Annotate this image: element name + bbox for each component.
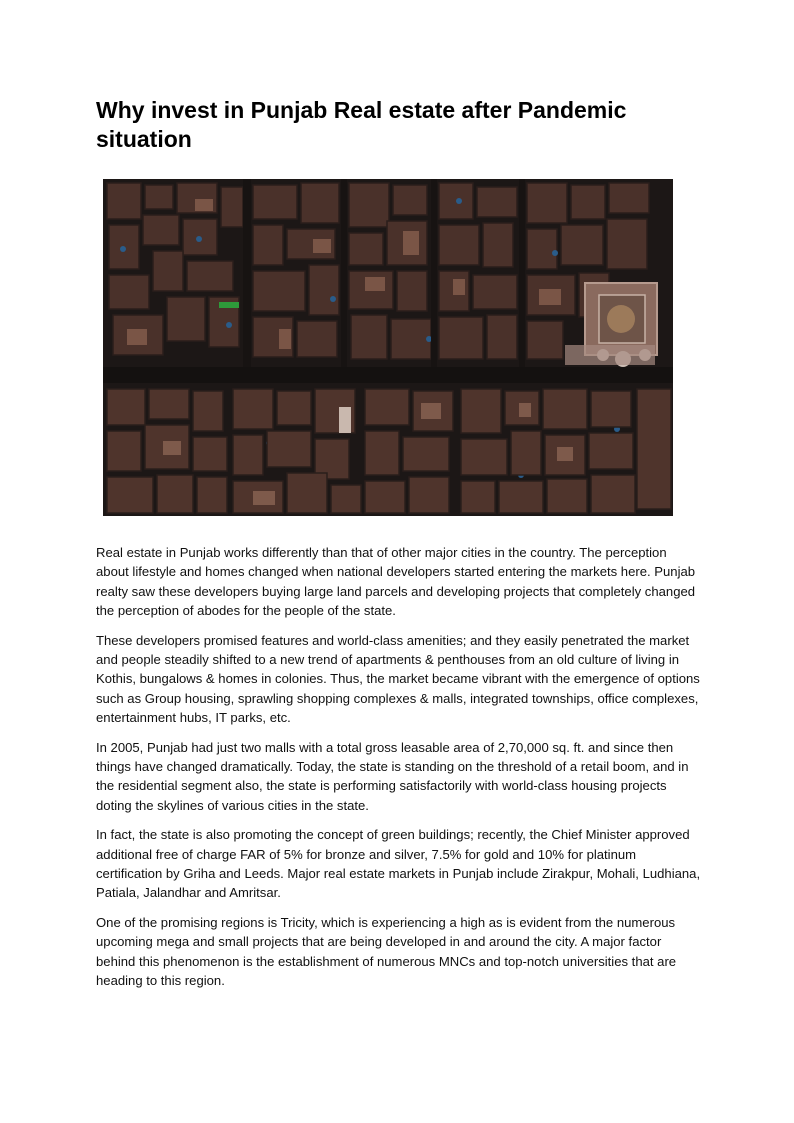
- paragraph: In 2005, Punjab had just two malls with a total gross leasable area of 2,70,000 sq. ft. and since then things have changed dramatically. Today, the state is standing on the threshold of a retail boom, and in the residential segment also, the state is performing satisfactorily with world-class housing projects doting the skylines of various cities in the state.: [96, 739, 689, 813]
- aerial-city-photo: [103, 179, 673, 516]
- paragraph: Real estate in Punjab works differently than that of other major cities in the country. The perception about lifestyle and homes changed when national developers started entering the markets here. Punjab realty saw these developers buying large land parcels and developing projects that completely changed the perception of abodes for the people of the state.: [96, 545, 696, 618]
- paragraph: In fact, the state is also promoting the concept of green buildings; recently, the Chief Minister approved additional free of charge FAR of 5% for bronze and silver, 7.5% for gold and 10% for platinum certification by Griha and Leeds. Major real estate markets in Punjab include Zirakpur, Mohali, Ludhiana, Patiala, Jalandhar and Amritsar.: [96, 827, 701, 901]
- aerial-rooftops-illustration: [103, 179, 673, 516]
- paragraph: One of the promising regions is Tricity, which is experiencing a high as is evident from the numerous upcoming mega and small projects that are being developed in and around the city. A major factor behind this phenomenon is the establishment of numerous MNCs and top-notch universities that are heading to this region.: [96, 915, 677, 988]
- article-body: [96, 543, 701, 1001]
- paragraph: These developers promised features and world-class amenities; and they easily penetrated the market and people steadily shifted to a new trend of apartments & penthouses from an old culture of living in Kothis, bungalows & homes in colonies. Thus, the market became vibrant with the emergence of options such as Group housing, sprawling shopping complexes & malls, integrated townships, office complexes, entertainment hubs, IT parks, etc.: [96, 632, 700, 725]
- page-title: Why invest in Punjab Real estate after Pandemic situation: [96, 97, 627, 152]
